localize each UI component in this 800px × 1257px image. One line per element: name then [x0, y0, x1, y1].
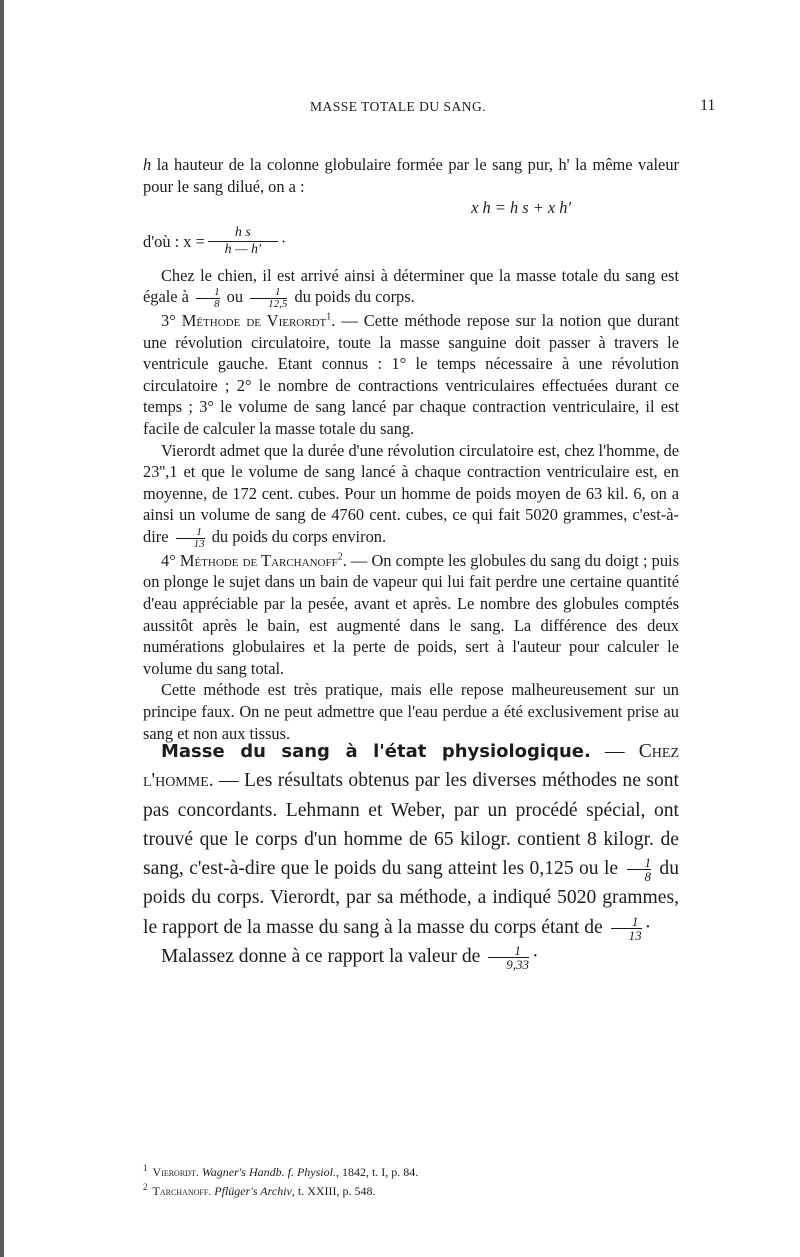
- fraction-denominator: 8: [214, 298, 220, 311]
- section-text-1: Les résultats obtenus par les diverses méthodes ne sont pas concordants. Lehmann et Weber, par un procédé spécial, ont trouvé que le corps d'un homme de 65 kilogr. contient 8 kilogr. de sang, c'est-à-dire que le poids du sang atteint les 0,125 ou le: [143, 770, 679, 880]
- paragraph-tarchanoff: [143, 550, 679, 680]
- fraction-numerator: 1: [275, 286, 281, 299]
- footnote-ref: , t. XXIII, p. 548.: [291, 1184, 376, 1198]
- fraction-one-thirteenth-section: [611, 915, 642, 942]
- footnote-number: 2: [143, 1182, 148, 1192]
- footnote-ref-2: 2: [337, 551, 343, 563]
- paragraph-vierordt: [143, 310, 679, 440]
- footnote-2: [143, 1180, 679, 1199]
- fraction-one-twelve-five: [250, 287, 287, 310]
- equation-2-denominator: h — h': [224, 242, 262, 258]
- paragraph-2-or: ou: [226, 287, 244, 307]
- section-text-5: ·: [532, 946, 539, 968]
- footnotes: [143, 1161, 679, 1199]
- page-edge: [0, 0, 4, 1257]
- running-header: [0, 99, 800, 129]
- page-number: 11: [700, 97, 716, 114]
- paragraph-1: [143, 154, 679, 197]
- paragraph-4-end: du poids du corps environ.: [211, 527, 387, 547]
- fraction-numerator: 1: [514, 943, 521, 959]
- fraction-numerator: 1: [214, 286, 220, 299]
- variable-h: h: [143, 155, 152, 174]
- section-physiological: [143, 737, 679, 971]
- footnote-title: Pflüger's Archiv: [214, 1184, 292, 1198]
- paragraph-4-text: Vierordt admet que la durée d'une révolution circulatoire est, chez l'homme, de 23'',1 et que le volume de sang lancé à chaque contraction ventriculaire est, en moyenne, de 172 cent. cubes. Pour un homme de poids moyen de 63 kil. 6, on a ainsi un volume de sang de 4760 cent. cubes, ce qui fait 5020 grammes, c'est-à-dire: [143, 440, 679, 547]
- footnote-author: Vierordt.: [152, 1165, 199, 1179]
- main-text: [143, 154, 679, 744]
- fraction-denominator: 8: [644, 869, 652, 885]
- paragraph-2: [143, 265, 679, 310]
- equation-2: [143, 219, 679, 265]
- running-title: MASSE TOTALE DU SANG.: [310, 99, 487, 114]
- section-heading: Masse du sang à l'état physiologique.: [161, 741, 591, 762]
- tarchanoff-text: . — On compte les globules du sang du doigt ; puis on plonge le sujet dans un bain de vapeur qui lui fait perdre une certaine quantité d'eau appréciable par la pesée, avant et après. Le nombre des globules comptés aussitôt après le bain, est augmenté dans le sang. La différence des deux numérations globulaires et la perte de poids, sert à l'auteur pour calculer le volume du sang total.: [143, 550, 679, 678]
- footnote-ref: , 1842, t. I, p. 84.: [335, 1165, 419, 1179]
- fraction-one-eighth: [196, 287, 220, 310]
- footnote-1: [143, 1161, 679, 1180]
- fraction-malassez: [488, 944, 529, 971]
- fraction-numerator: 1: [631, 913, 639, 929]
- paragraph-6: Cette méthode est très pratique, mais elle repose malheureusement sur un principe faux. On ne peut admettre que l'eau perdue a été exclusivement prise au sang et non aux tissus.: [143, 680, 679, 743]
- section-text-2: du poids du corps. Vierordt, par sa méthode, a indiqué 5020 grammes, le rapport de la masse du sang à la masse du corps étant de: [143, 858, 679, 938]
- vierordt-label: 3° Méthode de Vierordt: [161, 311, 327, 331]
- paragraph-vierordt-values: [143, 440, 679, 550]
- fraction-one-thirteenth: [176, 527, 205, 550]
- paragraph-2-text: Chez le chien, il est arrivé ainsi à déterminer que la masse totale du sang est égale à: [143, 265, 679, 307]
- paragraph-2-end: du poids du corps.: [294, 287, 415, 307]
- section-text-4: Malassez donne à ce rapport la valeur de: [161, 946, 481, 968]
- footnote-author: Tarchanoff.: [152, 1184, 212, 1198]
- section-paragraph: [143, 737, 679, 942]
- equation-2-prefix: d'où : x =: [143, 231, 205, 251]
- paragraph-1-text: la hauteur de la colonne globulaire formée par le sang pur, h' la même valeur pour le sang dilué, on a :: [143, 155, 679, 196]
- fraction-denominator: 13: [193, 537, 205, 550]
- fraction-denominator: 13: [628, 927, 642, 943]
- fraction-one-eighth-section: [627, 856, 652, 883]
- footnote-title: Wagner's Handb. f. Physiol.: [201, 1165, 336, 1179]
- fraction-denominator: 9,33: [506, 957, 529, 973]
- vierordt-text: . — Cette méthode repose sur la notion que durant une révolution circulatoire, toute la masse sanguine doit passer à travers le ventricule gauche. Etant connus : 1° le temps nécessaire à une révolution circulatoire ; 2° le nombre de contractions ventriculaires effectuées durant ce temps ; 3° le volume de sang lancé par chaque contraction ventriculaire, il est facile de calculer la masse totale du sang.: [143, 311, 679, 439]
- equation-1: x h = h s + x h': [471, 198, 571, 218]
- equation-2-numerator: h s: [234, 225, 251, 241]
- section-text-3: ·: [644, 916, 652, 938]
- tarchanoff-label: 4° Méthode de Tarchanoff: [161, 550, 338, 570]
- section-subheading: — Chez l'homme. —: [143, 741, 680, 792]
- equation-2-fraction: [208, 225, 278, 258]
- equation-2-suffix: ·: [280, 231, 287, 251]
- footnote-ref-1: 1: [326, 311, 332, 323]
- fraction-numerator: 1: [644, 855, 652, 871]
- fraction-numerator: 1: [196, 525, 202, 538]
- fraction-denominator: 12,5: [268, 298, 288, 311]
- footnote-number: 1: [143, 1163, 148, 1173]
- malassez-paragraph: [143, 942, 679, 971]
